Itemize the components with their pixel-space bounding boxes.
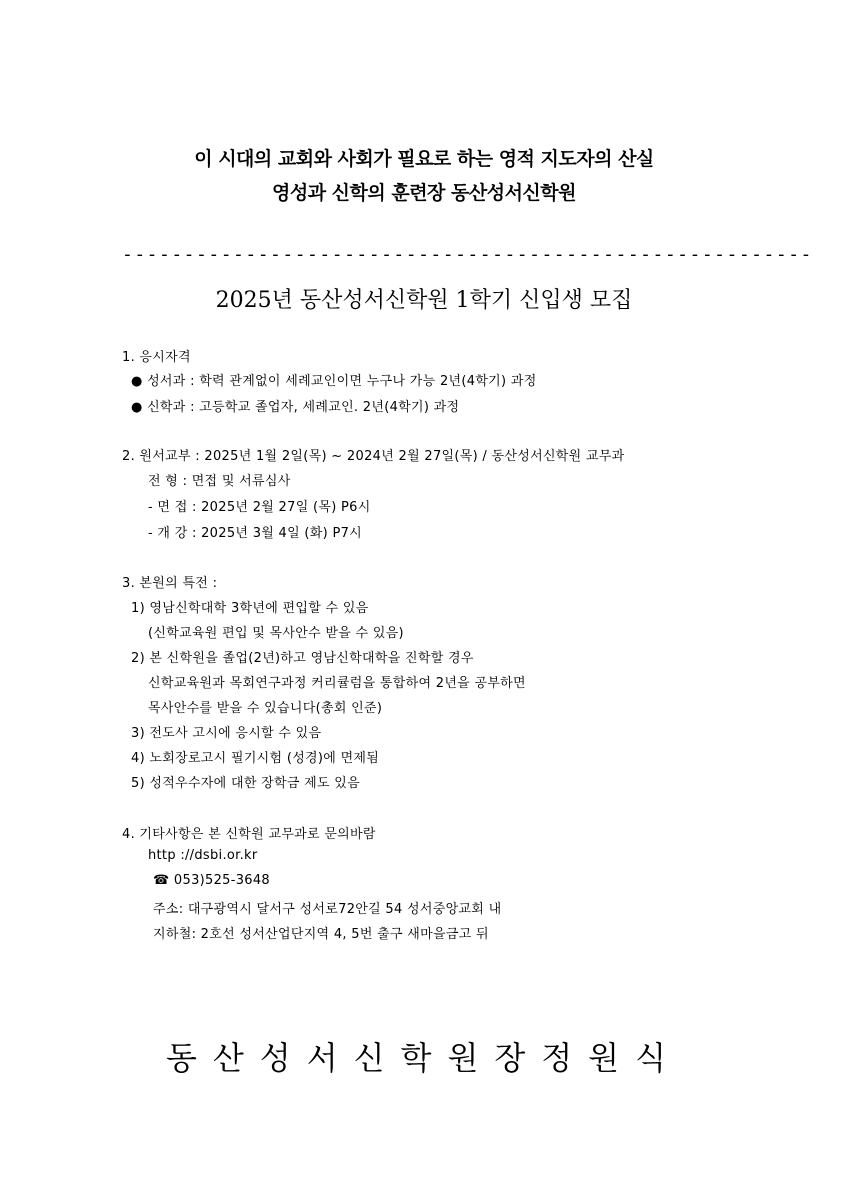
section3-benefit-2-line2: 신학교육원과 목회연구과정 커리큘럼을 통합하여 2년을 공부하면: [148, 676, 526, 691]
page-title: 2025년 동산성서신학원 1학기 신입생 모집: [215, 288, 633, 313]
phone-number: ☎ 053)525-3648: [153, 873, 270, 888]
website-link[interactable]: http ://dsbi.or.kr: [148, 848, 258, 863]
section1-item-theology-course: ● 신학과 : 고등학교 졸업자, 세례교인. 2년(4학기) 과정: [131, 400, 460, 415]
section2-opening: - 개 강 : 2025년 3월 4일 (화) P7시: [148, 526, 363, 541]
slogan-line-1: 이 시대의 교회와 사회가 필요로 하는 영적 지도자의 산실: [194, 148, 654, 170]
section3-heading: 3. 본원의 특전 :: [122, 576, 218, 591]
section3-benefit-2-line3: 목사안수를 받을 수 있습니다(총회 인준): [148, 701, 383, 716]
section4-heading: 4. 기타사항은 본 신학원 교무과로 문의바람: [122, 827, 376, 842]
section3-benefit-1-note: (신학교육원 편입 및 목사안수 받을 수 있음): [148, 626, 404, 641]
address: 주소: 대구광역시 달서구 성서로72안길 54 성서중앙교회 내: [153, 902, 502, 917]
signature: 동산성서신학원장정원식: [165, 1039, 683, 1077]
section1-heading: 1. 응시자격: [122, 350, 191, 365]
section3-benefit-1: 1) 영남신학대학 3학년에 편입할 수 있음: [131, 601, 369, 616]
slogan-line-2: 영성과 신학의 훈련장 동산성서신학원: [271, 182, 576, 204]
section3-benefit-2: 2) 본 신학원을 졸업(2년)하고 영남신학대학을 진학할 경우: [131, 651, 474, 666]
section3-benefit-4: 4) 노회장로고시 필기시험 (성경)에 면제됨: [131, 751, 380, 766]
section1-item-bible-course: ● 성서과 : 학력 관계없이 세례교인이면 누구나 가능 2년(4학기) 과정: [131, 374, 537, 389]
divider-line: --------------------------------------------------------: [122, 244, 813, 265]
section3-benefit-5: 5) 성적우수자에 대한 장학금 제도 있음: [131, 776, 360, 791]
section2-selection: 전 형 : 면접 및 서류심사: [148, 474, 291, 489]
section3-benefit-3: 3) 전도사 고시에 응시할 수 있음: [131, 726, 322, 741]
subway-directions: 지하철: 2호선 성서산업단지역 4, 5번 출구 새마을금고 뒤: [153, 927, 489, 942]
section2-interview: - 면 접 : 2025년 2월 27일 (목) P6시: [148, 500, 371, 515]
section2-heading: 2. 원서교부 : 2025년 1월 2일(목) ~ 2024년 2월 27일(목) / 동산성서신학원 교무과: [122, 449, 625, 464]
